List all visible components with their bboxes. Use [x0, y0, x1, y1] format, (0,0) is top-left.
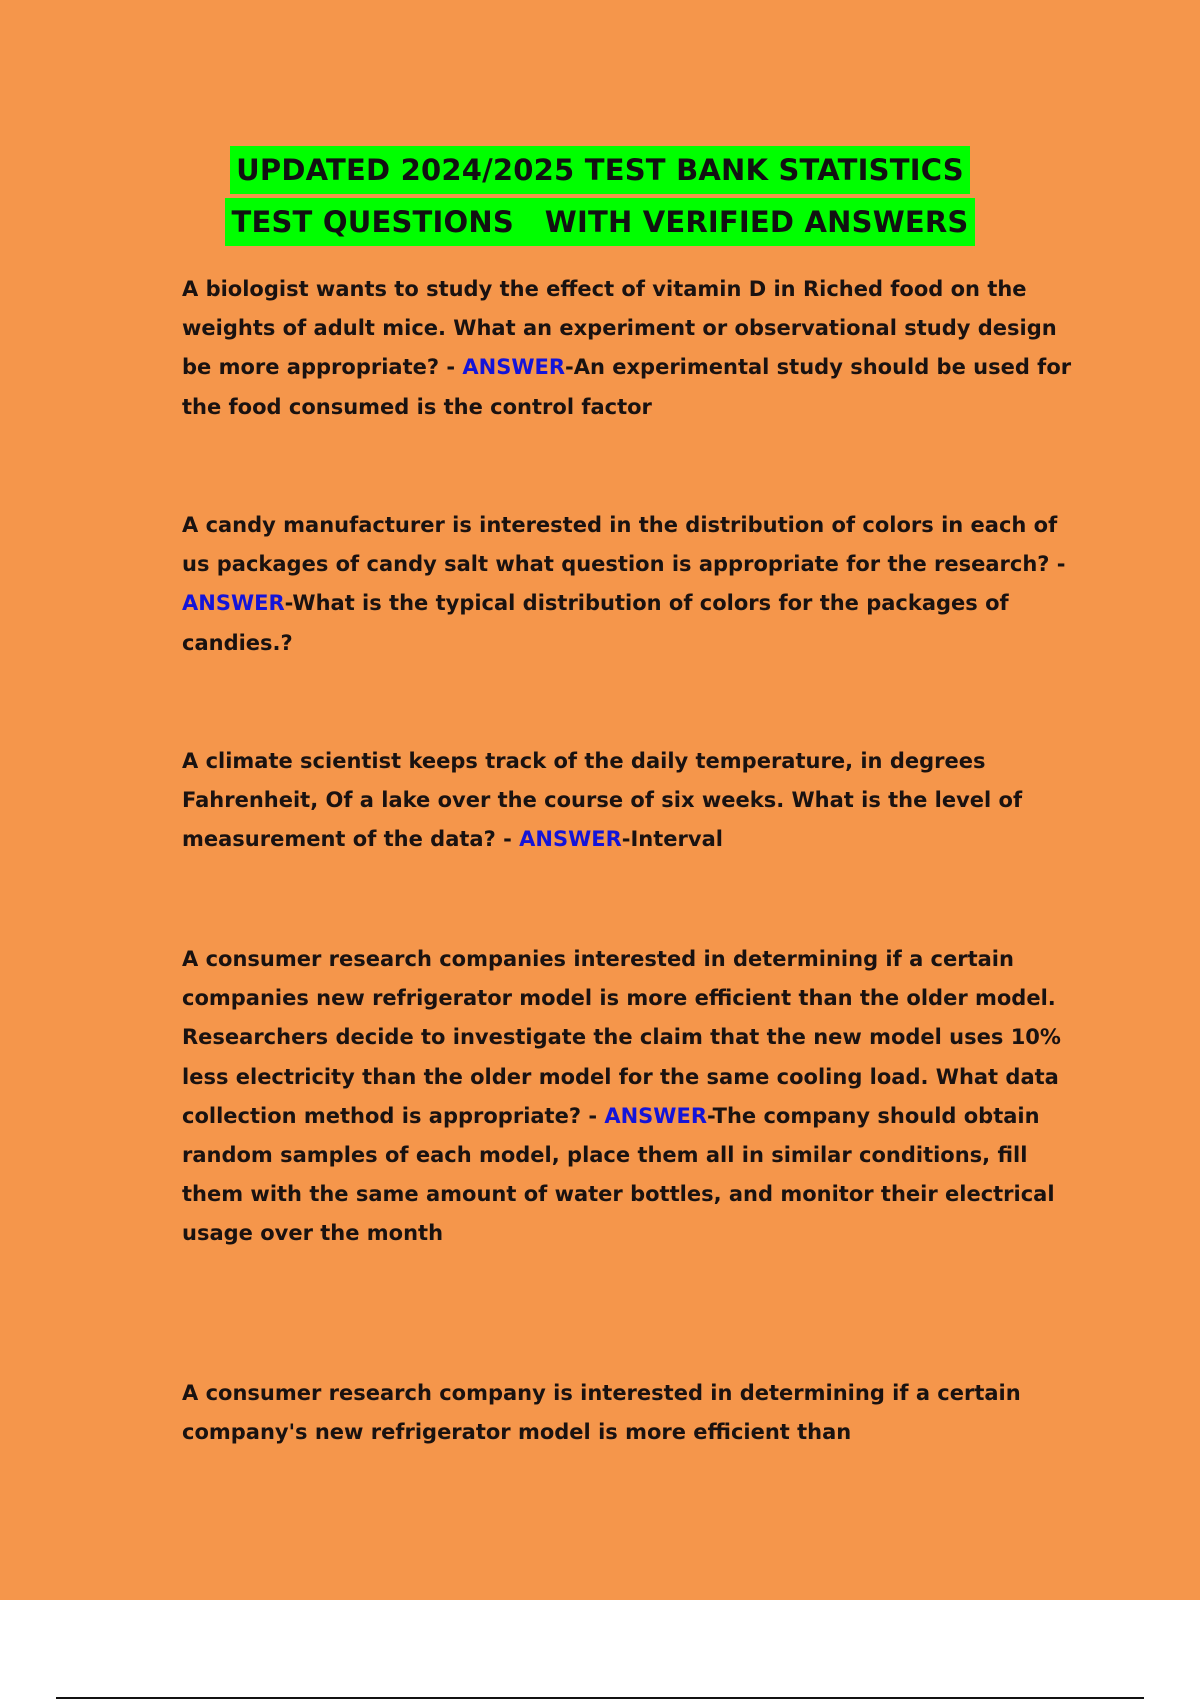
title-line-2: TEST QUESTIONS WITH VERIFIED ANSWERS — [225, 198, 974, 246]
answer-label: ANSWER — [462, 355, 566, 380]
question-text: A consumer research company is interested in determining if a certain company's new refrigerator model is more efficient than — [182, 1381, 1021, 1445]
qa-item-2 — [182, 506, 1072, 663]
question-text: A climate scientist keeps track of the daily temperature, in degrees Fahrenheit, Of a lake over the course of six weeks. What is the level of measurement of the data? - — [182, 749, 1023, 852]
question-text: A biologist wants to study the effect of vitamin D in Riched food on the weights of adult mice. What an experiment or observational study design be more appropriate? - — [182, 277, 1057, 380]
answer-text: -An experimental study should be used for the food consumed is the control factor — [182, 355, 1072, 419]
answer-label: ANSWER — [182, 591, 285, 616]
qa-item-5 — [182, 1374, 1072, 1452]
answer-text: -Interval — [621, 827, 723, 852]
document-title — [0, 146, 1200, 250]
question-text: A candy manufacturer is interested in the distribution of colors in each of us packages of candy salt what question is appropriate for the research? - — [182, 513, 1066, 577]
qa-item-1 — [182, 270, 1072, 427]
footer-rule — [56, 1697, 1144, 1699]
qa-item-3 — [182, 742, 1072, 860]
qa-item-4 — [182, 940, 1072, 1254]
answer-text: -What is the typical distribution of colors for the packages of candies.? — [182, 591, 1009, 655]
answer-label: ANSWER — [519, 827, 622, 852]
answer-label: ANSWER — [604, 1103, 707, 1128]
question-text: A consumer research companies interested in determining if a certain companies new refrigerator model is more efficient than the older model. Researchers decide to investigate the claim that the new model uses 10% less electricity than the older model for the same cooling load. What data collection method is appropriate? - — [182, 947, 1061, 1128]
answer-text: -The company should obtain random samples of each model, place them all in similar conditions, fill them with the same amount of water bottles, and monitor their electrical usage over the month — [182, 1103, 1055, 1246]
title-line-1: UPDATED 2024/2025 TEST BANK STATISTICS — [230, 146, 970, 194]
